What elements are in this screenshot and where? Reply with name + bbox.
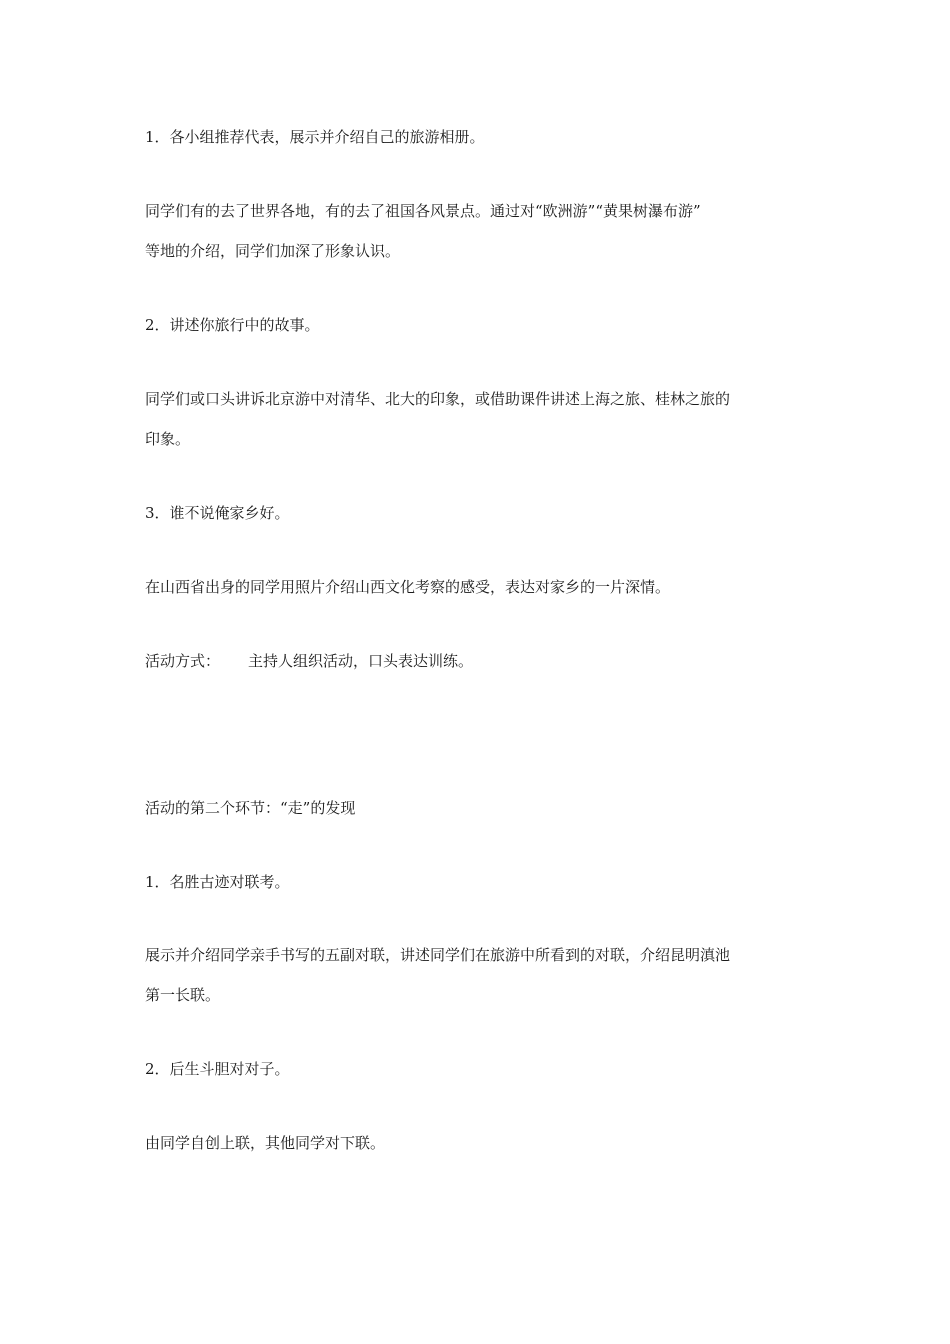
item-3-heading: 3．谁不说俺家乡好。 [145, 504, 290, 522]
activity-method [145, 643, 815, 680]
paragraph-europe-trip-line2: 等地的介绍，同学们加深了形象认识。 [145, 242, 401, 260]
paragraph-europe-trip-line1: 同学们有的去了世界各地，有的去了祖国各风景点。通过对“欧洲游”“黄果树瀑布游” [145, 202, 701, 220]
activity-method-label: 活动方式： [145, 652, 221, 670]
item-2-couplet-heading: 2．后生斗胆对对子。 [145, 1060, 290, 1078]
paragraph-shanxi: 在山西省出身的同学用照片介绍山西文化考察的感受，表达对家乡的一片深情。 [145, 578, 671, 596]
paragraph-couplets-line1: 展示并介绍同学亲手书写的五副对联，讲述同学们在旅游中所看到的对联，介绍昆明滇池 [145, 946, 731, 964]
paragraph-self-created: 由同学自创上联，其他同学对下联。 [145, 1134, 386, 1152]
item-1-heading: 1．各小组推荐代表，展示并介绍自己的旅游相册。 [145, 128, 485, 146]
item-2-heading: 2．讲述你旅行中的故事。 [145, 316, 320, 334]
paragraph-couplets-line2: 第一长联。 [145, 986, 221, 1004]
section-2-heading: 活动的第二个环节：“走”的发现 [145, 799, 356, 817]
paragraph-beijing-trip-line2: 印象。 [145, 430, 191, 448]
paragraph-beijing-trip-line1: 同学们或口头讲诉北京游中对清华、北大的印象，或借助课件讲述上海之旅、桂林之旅的 [145, 390, 731, 408]
activity-method-text: 主持人组织活动，口头表达训练。 [248, 652, 474, 670]
item-1-couplet-heading: 1．名胜古迹对联考。 [145, 873, 290, 891]
